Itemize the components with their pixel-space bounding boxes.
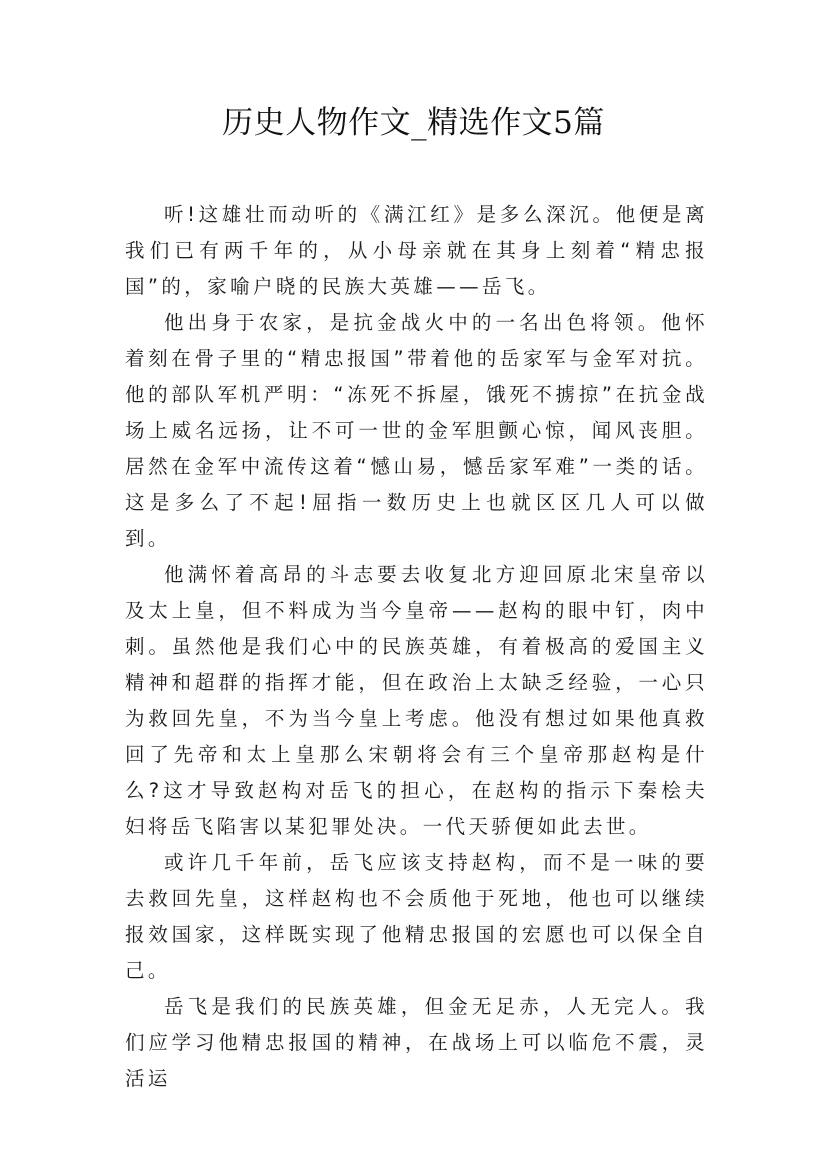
paragraph-5: 岳飞是我们的民族英雄，但金无足赤，人无完人。我们应学习他精忠报国的精神，在战场上可以临危不震，灵活运 xyxy=(125,995,708,1090)
paragraph-2: 他出身于农家，是抗金战火中的一名出色将领。他怀着刻在骨子里的“精忠报国”带着他的岳家军与金军对抗。他的部队军机严明：“冻死不拆屋，饿死不掳掠”在抗金战场上威名远扬，让不可一世的金军胆颤心惊，闻风丧胆。居然在金军中流传这着“憾山易，憾岳家军难”一类的话。这是多么了不起!屈指一数历史上也就区区几人可以做到。 xyxy=(125,311,708,550)
document-body xyxy=(125,197,708,1097)
paragraph-4: 或许几千年前，岳飞应该支持赵构，而不是一味的要去救回先皇，这样赵构也不会质他于死地，他也可以继续报效国家，这样既实现了他精忠报国的宏愿也可以保全自己。 xyxy=(125,851,708,982)
document-title: 历史人物作文_精选作文5篇 xyxy=(222,105,605,141)
paragraph-3: 他满怀着高昂的斗志要去收复北方迎回原北宋皇帝以及太上皇，但不料成为当今皇帝——赵构的眼中钉，肉中刺。虽然他是我们心中的民族英雄，有着极高的爱国主义精神和超群的指挥才能，但在政治上太缺乏经验，一心只为救回先皇，不为当今皇上考虑。他没有想过如果他真救回了先帝和太上皇那么宋朝将会有三个皇帝那赵构是什么?这才导致赵构对岳飞的担心，在赵构的指示下秦桧夫妇将岳飞陷害以某犯罪处决。一代天骄便如此去世。 xyxy=(125,563,708,838)
paragraph-1: 听!这雄壮而动听的《满江红》是多么深沉。他便是离我们已有两千年的，从小母亲就在其身上刻着“精忠报国”的，家喻户晓的民族大英雄——岳飞。 xyxy=(125,203,708,298)
